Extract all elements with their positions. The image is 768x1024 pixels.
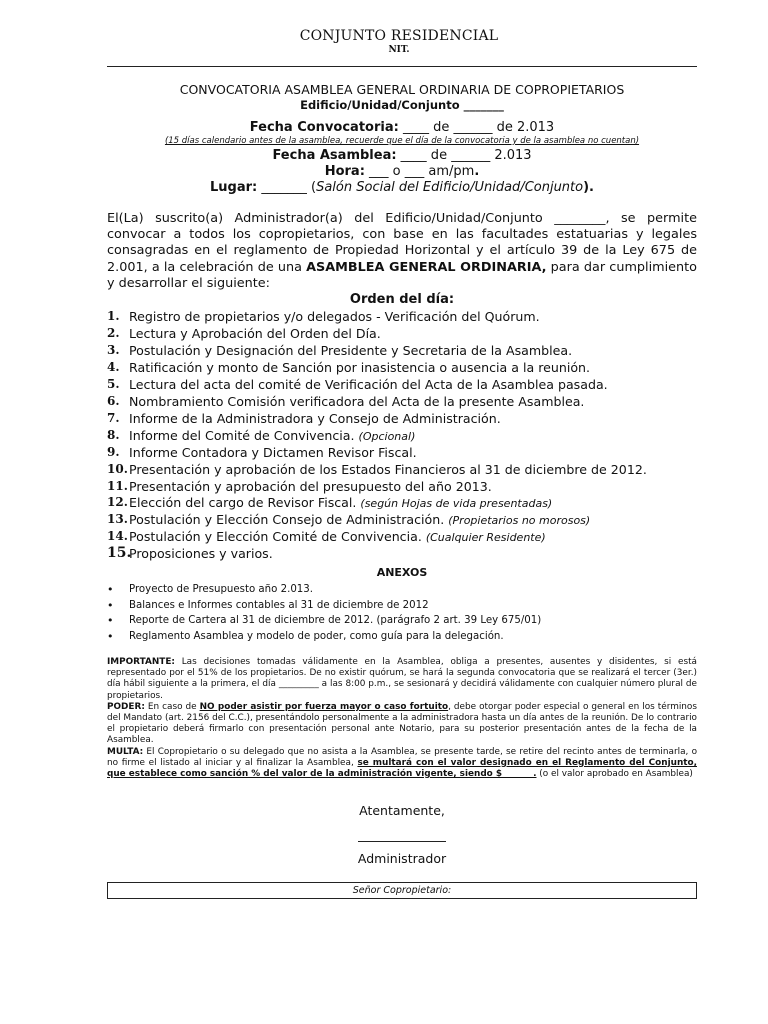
list-item	[107, 428, 697, 445]
hora	[107, 164, 697, 179]
item-text-main: Informe del Comité de Convivencia.	[129, 427, 359, 443]
item-number: 3.	[107, 342, 120, 357]
item-number: 10.	[107, 461, 128, 476]
fecha-convocatoria-label: Fecha Convocatoria:	[249, 120, 399, 135]
anexos-title: ANEXOS	[376, 566, 428, 579]
item-number: 15.	[107, 545, 132, 562]
item-text	[129, 546, 697, 563]
item-text-main: Ratificación y monto de Sanción por inasistencia o ausencia a la reunión.	[129, 359, 591, 375]
item-text-main: Informe Contadora y Dictamen Revisor Fiscal.	[129, 444, 417, 460]
item-text-main: Registro de propietarios y/o delegados - Verificación del Quórum.	[129, 309, 540, 324]
list-item	[107, 462, 697, 479]
item-text-main: Lectura y Aprobación del Orden del Día.	[129, 325, 381, 341]
item-number: 14.	[107, 529, 128, 544]
signature-line	[358, 841, 446, 842]
item-number: 2.	[107, 325, 120, 340]
hora-end: .	[474, 164, 480, 179]
importante-paragraph	[107, 657, 697, 702]
poder-paragraph	[107, 702, 697, 747]
item-text	[129, 411, 697, 428]
importante-label: IMPORTANTE:	[107, 657, 175, 667]
document-header-title: CONJUNTO RESIDENCIAL	[299, 28, 499, 44]
intro-text-1: El(La) suscrito(a) Administrador(a) del Edificio/Unidad/Conjunto ________, se permite convocar a todos los copropietarios, con base en las facultades estatuarias y legales consagradas en el reglamento de Propiedad Horizontal y el artículo 39 de la Ley 675 de 2.001, a la celebración de una	[107, 211, 697, 275]
signer-role: Administrador	[357, 851, 447, 866]
notes-section	[107, 657, 697, 780]
lugar	[107, 180, 697, 195]
bullet-icon: •	[107, 629, 114, 643]
footer-box: Señor Copropietario:	[107, 882, 697, 899]
orden-title: Orden del día:	[349, 292, 455, 307]
anexo-text: Proyecto de Presupuesto año 2.013.	[129, 584, 313, 595]
multa-label: MULTA:	[107, 746, 144, 757]
list-item	[107, 546, 697, 563]
item-text	[129, 495, 697, 512]
list-item	[107, 512, 697, 529]
item-note: (según Hojas de vida presentadas)	[360, 497, 553, 511]
bullet-icon: •	[107, 583, 114, 596]
item-number: 12.	[107, 495, 128, 510]
item-text-main: Postulación y Elección Comité de Convivencia.	[129, 529, 426, 545]
item-text-main: Postulación y Elección Consejo de Administración.	[129, 512, 449, 528]
document-header-nit: NIT.	[388, 45, 410, 55]
item-text-main: Lectura del acta del comité de Verificación del Acta de la Asamblea pasada.	[129, 376, 608, 392]
intro-text-2: para dar cumplimiento y desarrollar el siguiente:	[107, 259, 697, 291]
list-item	[107, 479, 697, 496]
lugar-end: ).	[583, 180, 594, 195]
item-number: 11.	[107, 478, 128, 493]
list-item	[107, 326, 697, 343]
multa-paragraph	[107, 747, 697, 781]
list-item	[107, 495, 697, 512]
anexo-text: Reporte de Cartera al 31 de diciembre de 2012. (parágrafo 2 art. 39 Ley 675/01)	[129, 615, 542, 626]
item-number: 7.	[107, 410, 120, 425]
list-item	[107, 445, 697, 462]
item-note: (Propietarios no morosos)	[448, 514, 591, 528]
list-item	[107, 529, 697, 546]
multa-text-1: El Copropietario o su delegado que no asista a la Asamblea, se presente tarde, se retire del recinto antes de terminarla, o no firme el listado al iniciar y al finalizar la Asamblea,	[107, 746, 697, 768]
fecha-convocatoria	[107, 120, 697, 135]
bullet-icon: •	[107, 598, 114, 612]
item-text	[129, 394, 697, 411]
multa-emphasis: se multará con el valor designado en el Reglamento del Conjunto, que establece como sanción % del valor de la administración vigente, siendo $_______.	[107, 757, 697, 780]
lugar-label: Lugar:	[210, 180, 258, 195]
item-text	[129, 326, 697, 343]
multa-text-2: (o el valor aprobado en Asamblea)	[536, 769, 693, 780]
list-item	[107, 377, 697, 394]
bullet-icon: •	[107, 614, 114, 627]
item-text-main: Informe de la Administradora y Consejo de Administración.	[129, 410, 501, 426]
item-number: 4.	[107, 359, 120, 374]
list-item	[107, 411, 697, 428]
item-text	[129, 343, 697, 360]
item-text-main: Proposiciones y varios.	[129, 546, 273, 562]
list-item	[107, 582, 697, 598]
item-text	[129, 428, 697, 445]
closing-text: Atentamente,	[359, 803, 445, 818]
item-text	[129, 360, 697, 377]
lugar-place: Salón Social del Edificio/Unidad/Conjunto	[316, 180, 584, 195]
item-number: 1.	[107, 309, 120, 323]
convocatoria-subtitle: Edificio/Unidad/Conjunto _______	[300, 98, 504, 112]
list-item	[107, 598, 697, 614]
anexo-text: Reglamento Asamblea y modelo de poder, como guía para la delegación.	[129, 630, 504, 642]
poder-text-1: En caso de	[144, 701, 200, 712]
fecha-convocatoria-value: ____ de ______ de 2.013	[398, 120, 555, 135]
intro-paragraph	[107, 211, 697, 292]
item-text	[129, 512, 697, 529]
item-text-main: Presentación y aprobación del presupuesto del año 2013.	[129, 478, 492, 494]
item-note: (Opcional)	[358, 429, 416, 443]
lugar-value: _______ (	[257, 180, 317, 195]
item-text-main: Postulación y Designación del Presidente y Secretaria de la Asamblea.	[129, 342, 573, 358]
hora-label: Hora:	[324, 164, 365, 179]
orden-list	[107, 309, 697, 563]
importante-text: Las decisiones tomadas válidamente en la Asamblea, obliga a presentes, ausentes y disidentes, si está representado por el 51% de los propietarios. De no existir quórum, se hará la segunda convocatoria que se realizará el tercer (3er.) día hábil siguiente a la primera, el día _________ a las 8:00 p.m., se sesionará y decidirá válidamente con cualquier número plural de propietarios.	[107, 657, 697, 701]
anexos-list	[107, 582, 697, 644]
list-item	[107, 394, 697, 411]
fecha-asamblea-label: Fecha Asamblea:	[272, 148, 397, 163]
item-text	[129, 529, 697, 546]
item-text	[129, 445, 697, 462]
poder-emphasis: NO poder asistir por fuerza mayor o caso fortuito	[199, 701, 449, 712]
fecha-note: (15 días calendario antes de la asamblea, recuerde que el día de la convocatoria y de la asamblea no cuentan)	[164, 136, 640, 146]
item-text-main: Nombramiento Comisión verificadora del Acta de la presente Asamblea.	[129, 393, 585, 409]
item-number: 8.	[107, 427, 120, 442]
poder-text-2: , debe otorgar poder especial o general en los términos del Mandato (art. 2156 del C.C.), presentándolo personalmente a la administradora hasta un día antes de la reunión. De lo contrario el propietario deberá firmarlo con presentación personal ante Notario, para su posterior presentación antes de la fecha de la Asamblea.	[107, 701, 697, 746]
list-item	[107, 343, 697, 360]
item-number: 5.	[107, 376, 120, 391]
item-text-main: Elección del cargo de Revisor Fiscal.	[129, 495, 361, 511]
item-number: 13.	[107, 512, 128, 527]
poder-label: PODER:	[107, 701, 145, 712]
anexo-text: Balances e Informes contables al 31 de diciembre de 2012	[129, 599, 429, 611]
list-item	[107, 360, 697, 377]
item-text-main: Presentación y aprobación de los Estados Financieros al 31 de diciembre de 2012.	[129, 461, 647, 477]
convocatoria-title: CONVOCATORIA ASAMBLEA GENERAL ORDINARIA DE COPROPIETARIOS	[179, 82, 625, 97]
list-item	[107, 629, 697, 645]
fecha-asamblea-value: ____ de ______ 2.013	[396, 148, 532, 163]
hora-value: ___ o ___ am/pm	[364, 164, 475, 179]
item-number: 9.	[107, 444, 120, 459]
header-divider	[107, 66, 697, 67]
list-item	[107, 309, 697, 326]
item-text	[129, 309, 697, 326]
item-text	[129, 462, 697, 479]
fecha-asamblea	[107, 148, 697, 163]
item-note: (Cualquier Residente)	[425, 531, 546, 545]
item-number: 6.	[107, 393, 120, 408]
item-text	[129, 377, 697, 394]
list-item	[107, 613, 697, 629]
item-text	[129, 479, 697, 496]
intro-text-bold: ASAMBLEA GENERAL ORDINARIA,	[306, 259, 547, 275]
